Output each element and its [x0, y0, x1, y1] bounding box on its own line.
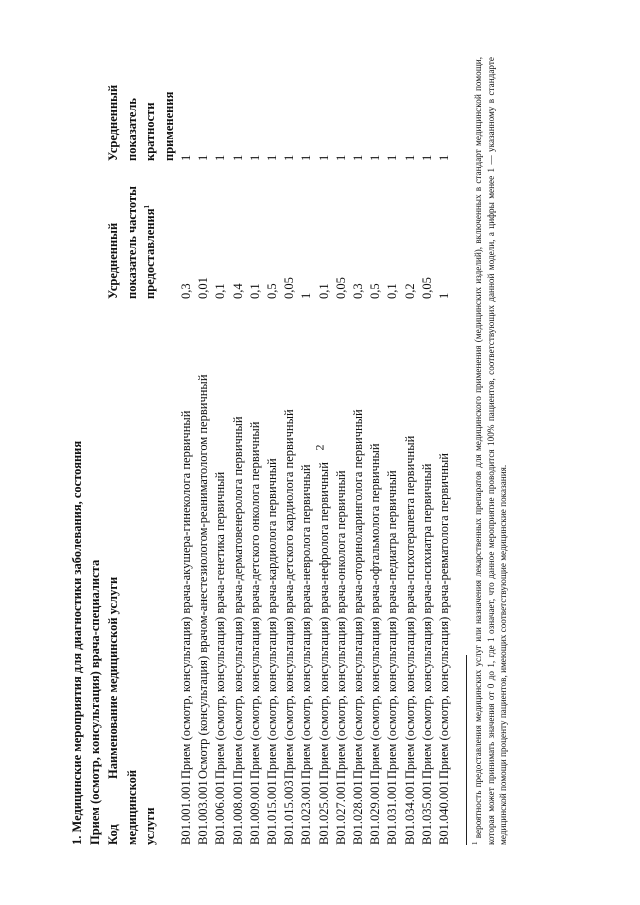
frequency-value: 0,01 [196, 277, 211, 299]
multiplicity-value: 1 [196, 154, 211, 161]
multiplicity-value: 1 [402, 154, 417, 161]
service-code: B01.003.001 [196, 780, 211, 845]
table-row [367, 57, 384, 845]
frequency-value: 0,2 [402, 283, 417, 299]
service-name: Прием (осмотр, консультация) врача-психиатра первичный [419, 463, 434, 779]
multiplicity-value: 1 [213, 154, 228, 161]
service-name: Прием (осмотр, консультация) врача-ревматолога первичный [437, 453, 452, 779]
services-table [104, 57, 453, 845]
footnote-marker: 1 [470, 841, 479, 845]
multiplicity-value: 1 [247, 154, 262, 161]
frequency-value: 0,5 [368, 283, 383, 299]
table-row [247, 57, 264, 845]
section-title: 1. Медицинские мероприятия для диагностики заболевания, состояния [70, 440, 84, 845]
footnote [472, 57, 510, 845]
service-code: B01.006.001 [213, 780, 228, 845]
service-name: Прием (осмотр, консультация) врача-нефролога первичный [316, 462, 331, 779]
table-row [333, 57, 350, 845]
multiplicity-value: 1 [299, 154, 314, 161]
service-code: B01.009.001 [247, 780, 262, 845]
service-name: Прием (осмотр, консультация) врача-невролога первичный [299, 464, 314, 779]
table-row [264, 57, 281, 845]
service-code: B01.027.001 [333, 780, 348, 845]
multiplicity-value: 1 [333, 154, 348, 161]
service-name: Осмотр (консультация) врачом-анестезиологом-реаниматологом первичный [196, 374, 211, 779]
service-code: B01.035.001 [419, 780, 434, 845]
service-code: B01.015.003 [282, 780, 297, 845]
service-code: B01.028.001 [351, 780, 366, 845]
service-code: B01.008.001 [230, 780, 245, 845]
header-multiplicity: Усредненный показатель кратности применения [106, 84, 176, 161]
service-name: Прием (осмотр, консультация) врача-оториноларинголога первичный [351, 409, 366, 779]
header-frequency [104, 161, 178, 299]
frequency-value: 0,1 [316, 283, 331, 299]
header-name: Наименование медицинской услуги [106, 576, 120, 779]
multiplicity-value: 1 [368, 154, 383, 161]
footnote-divider [466, 655, 467, 845]
table-row [436, 57, 453, 845]
service-code: B01.015.001 [265, 780, 280, 845]
multiplicity-value: 1 [437, 154, 452, 161]
frequency-value: 0,05 [333, 277, 348, 299]
page-number: 2 [312, 444, 327, 451]
service-name: Прием (осмотр, консультация) врача-дерматовенеролога первичный [230, 416, 245, 779]
service-code: B01.031.001 [385, 780, 400, 845]
table-row [350, 57, 367, 845]
service-code: B01.023.001 [299, 780, 314, 845]
table-row [230, 57, 247, 845]
table-row [419, 57, 436, 845]
frequency-value: 0,1 [213, 283, 228, 299]
table-header-row [104, 57, 178, 845]
frequency-value: 0,05 [419, 277, 434, 299]
table-row [178, 57, 195, 845]
service-name: Прием (осмотр, консультация) врача-офтальмолога первичный [368, 443, 383, 779]
multiplicity-value: 1 [282, 154, 297, 161]
multiplicity-value: 1 [179, 154, 193, 161]
header-frequency-text: Усредненный показатель частоты предоставления [106, 186, 157, 299]
service-code: B01.025.001 [316, 780, 331, 845]
frequency-value: 0,3 [179, 283, 193, 299]
footnote-ref: 1 [142, 204, 151, 209]
service-name: Прием (осмотр, консультация) врача-психотерапевта первичный [402, 435, 417, 779]
frequency-value: 0,4 [230, 283, 245, 299]
table-row [298, 57, 315, 845]
service-code: B01.029.001 [368, 780, 383, 845]
frequency-value: 0,05 [282, 277, 297, 299]
service-name: Прием (осмотр, консультация) врача-онколога первичный [333, 470, 348, 779]
service-name: Прием (осмотр, консультация) врача-педиатра первичный [385, 470, 400, 779]
table-row [402, 57, 419, 845]
frequency-value: 0,1 [247, 283, 262, 299]
table-row [212, 57, 229, 845]
service-name: Прием (осмотр, консультация) врача-детского кардиолога первичный [282, 409, 297, 779]
frequency-value: 0,3 [351, 283, 366, 299]
service-name: Прием (осмотр, консультация) врача-генетика первичный [213, 471, 228, 779]
section-subtitle: Прием (осмотр, консультация) врача-специалиста [88, 559, 102, 845]
service-name: Прием (осмотр, консультация) врача-детского онколога первичный [247, 421, 262, 779]
multiplicity-value: 1 [351, 154, 366, 161]
frequency-value: 1 [299, 292, 314, 299]
frequency-value: 1 [437, 292, 452, 299]
footnote-text: вероятность предоставления медицинских услуг или назначения лекарственных препаратов для медицинского применения (медицинских изделий), включенных в стандарт медицинской помощи, которая может принимать значения от 0 до 1, где 1 означает, что данное мероприятие проводится 100% пациентов, соответствующих данной модели, а цифры менее 1 — указанному в стандарте медицинской помощи проценту пациентов, имеющих соответствующие медицинские показания. [473, 56, 508, 845]
service-name: Прием (осмотр, консультация) врача-акушера-гинеколога первичный [179, 410, 193, 779]
table-row [281, 57, 298, 845]
multiplicity-value: 1 [230, 154, 245, 161]
table-row [316, 57, 333, 845]
table-row [384, 57, 401, 845]
multiplicity-value: 1 [419, 154, 434, 161]
table-body [178, 57, 453, 845]
multiplicity-value: 1 [385, 154, 400, 161]
document-page [68, 45, 588, 845]
multiplicity-value: 1 [316, 154, 331, 161]
service-code: B01.034.001 [402, 780, 417, 845]
header-code: Код медицинской услуги [106, 769, 157, 845]
service-name: Прием (осмотр, консультация) врача-кардиолога первичный [265, 458, 280, 779]
table-row [195, 57, 212, 845]
frequency-value: 0,1 [385, 283, 400, 299]
multiplicity-value: 1 [265, 154, 280, 161]
frequency-value: 0,5 [265, 283, 280, 299]
service-code: B01.040.001 [437, 780, 452, 845]
service-code: B01.001.001 [179, 780, 193, 845]
